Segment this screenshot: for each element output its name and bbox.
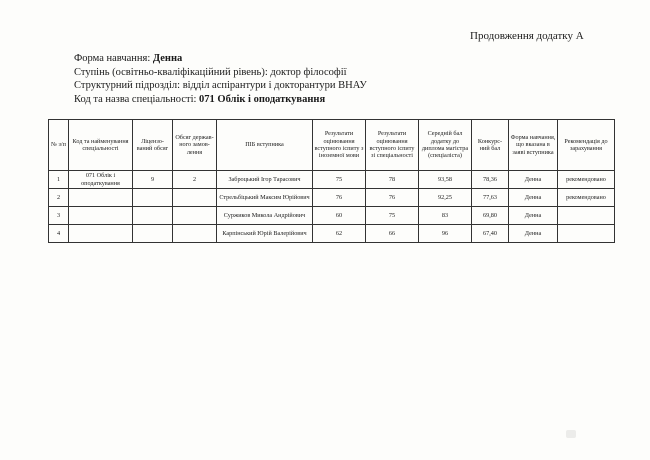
continuation-label: Продовження додатку А <box>470 30 584 42</box>
cell-name: Заброцький Ігор Тарасович <box>217 171 313 189</box>
cell-foreign-exam: 76 <box>313 189 366 207</box>
col-header-num: № з/п <box>49 120 69 171</box>
study-form-line <box>74 52 367 66</box>
degree-line: Ступінь (освітньо-кваліфікаційний рівень): доктор філософії <box>74 66 347 78</box>
col-header-average: Середній бал додатку до диплома магістра (спеціаліста) <box>419 120 472 171</box>
cell-licensed <box>133 207 173 225</box>
cell-specialty <box>69 207 133 225</box>
cell-specialty-exam: 78 <box>366 171 419 189</box>
cell-state-order <box>173 225 217 243</box>
cell-licensed: 9 <box>133 171 173 189</box>
cell-study-form: Денна <box>509 171 558 189</box>
col-header-specialty-exam: Результати оцінювання вступного іспиту зі спеціальності <box>366 120 419 171</box>
cell-study-form: Денна <box>509 189 558 207</box>
cell-state-order: 2 <box>173 171 217 189</box>
scan-smudge <box>566 430 576 438</box>
cell-study-form: Денна <box>509 225 558 243</box>
cell-state-order <box>173 207 217 225</box>
cell-recommendation: рекомендовано <box>558 171 615 189</box>
cell-name: Суржиков Микола Андрійович <box>217 207 313 225</box>
study-form-value: Денна <box>152 53 183 64</box>
col-header-recommendation: Рекомендація до зарахування <box>558 120 615 171</box>
col-header-score: Конкурс-ний бал <box>472 120 509 171</box>
cell-licensed <box>133 189 173 207</box>
cell-average: 83 <box>419 207 472 225</box>
cell-specialty-exam: 76 <box>366 189 419 207</box>
cell-recommendation <box>558 225 615 243</box>
specialty-label: Код та назва спеціальності: <box>74 93 200 105</box>
col-header-state-order: Обсяг держав-ного замов-лення <box>173 120 217 171</box>
table-row <box>49 189 615 207</box>
cell-name: Стрельбіцький Максим Юрійович <box>217 189 313 207</box>
cell-recommendation <box>558 207 615 225</box>
cell-num: 3 <box>49 207 69 225</box>
document-header <box>74 52 367 106</box>
cell-num: 1 <box>49 171 69 189</box>
table-row <box>49 171 615 189</box>
cell-average: 96 <box>419 225 472 243</box>
table-header-row <box>49 120 615 171</box>
cell-state-order <box>173 189 217 207</box>
col-header-study-form: Форма навчання, що вказана в заяві вступника <box>509 120 558 171</box>
cell-name: Карпінський Юрій Валерійович <box>217 225 313 243</box>
cell-licensed <box>133 225 173 243</box>
cell-num: 4 <box>49 225 69 243</box>
department-line: Структурний підрозділ: відділ аспірантури і докторантури ВНАУ <box>74 80 367 91</box>
cell-foreign-exam: 60 <box>313 207 366 225</box>
specialty-line <box>74 93 367 107</box>
col-header-foreign-exam: Результати оцінювання вступного іспиту з іноземної мови <box>313 120 366 171</box>
applicants-table <box>48 119 615 243</box>
cell-average: 93,58 <box>419 171 472 189</box>
cell-score: 78,36 <box>472 171 509 189</box>
table-row <box>49 225 615 243</box>
cell-foreign-exam: 62 <box>313 225 366 243</box>
table-row <box>49 207 615 225</box>
cell-recommendation: рекомендовано <box>558 189 615 207</box>
study-form-label: Форма навчання: <box>74 53 153 64</box>
cell-average: 92,25 <box>419 189 472 207</box>
cell-num: 2 <box>49 189 69 207</box>
cell-score: 69,80 <box>472 207 509 225</box>
cell-study-form: Денна <box>509 207 558 225</box>
cell-specialty: 071 Облік і оподаткування <box>69 171 133 189</box>
col-header-licensed: Ліцензо-ваний обсяг <box>133 120 173 171</box>
cell-foreign-exam: 75 <box>313 171 366 189</box>
cell-score: 77,63 <box>472 189 509 207</box>
cell-specialty-exam: 66 <box>366 225 419 243</box>
specialty-value: 071 Облік і оподаткування <box>199 93 326 105</box>
cell-specialty <box>69 225 133 243</box>
col-header-name: ПІБ вступника <box>217 120 313 171</box>
cell-specialty-exam: 75 <box>366 207 419 225</box>
col-header-specialty: Код та найменування спеціальності <box>69 120 133 171</box>
cell-score: 67,40 <box>472 225 509 243</box>
cell-specialty <box>69 189 133 207</box>
